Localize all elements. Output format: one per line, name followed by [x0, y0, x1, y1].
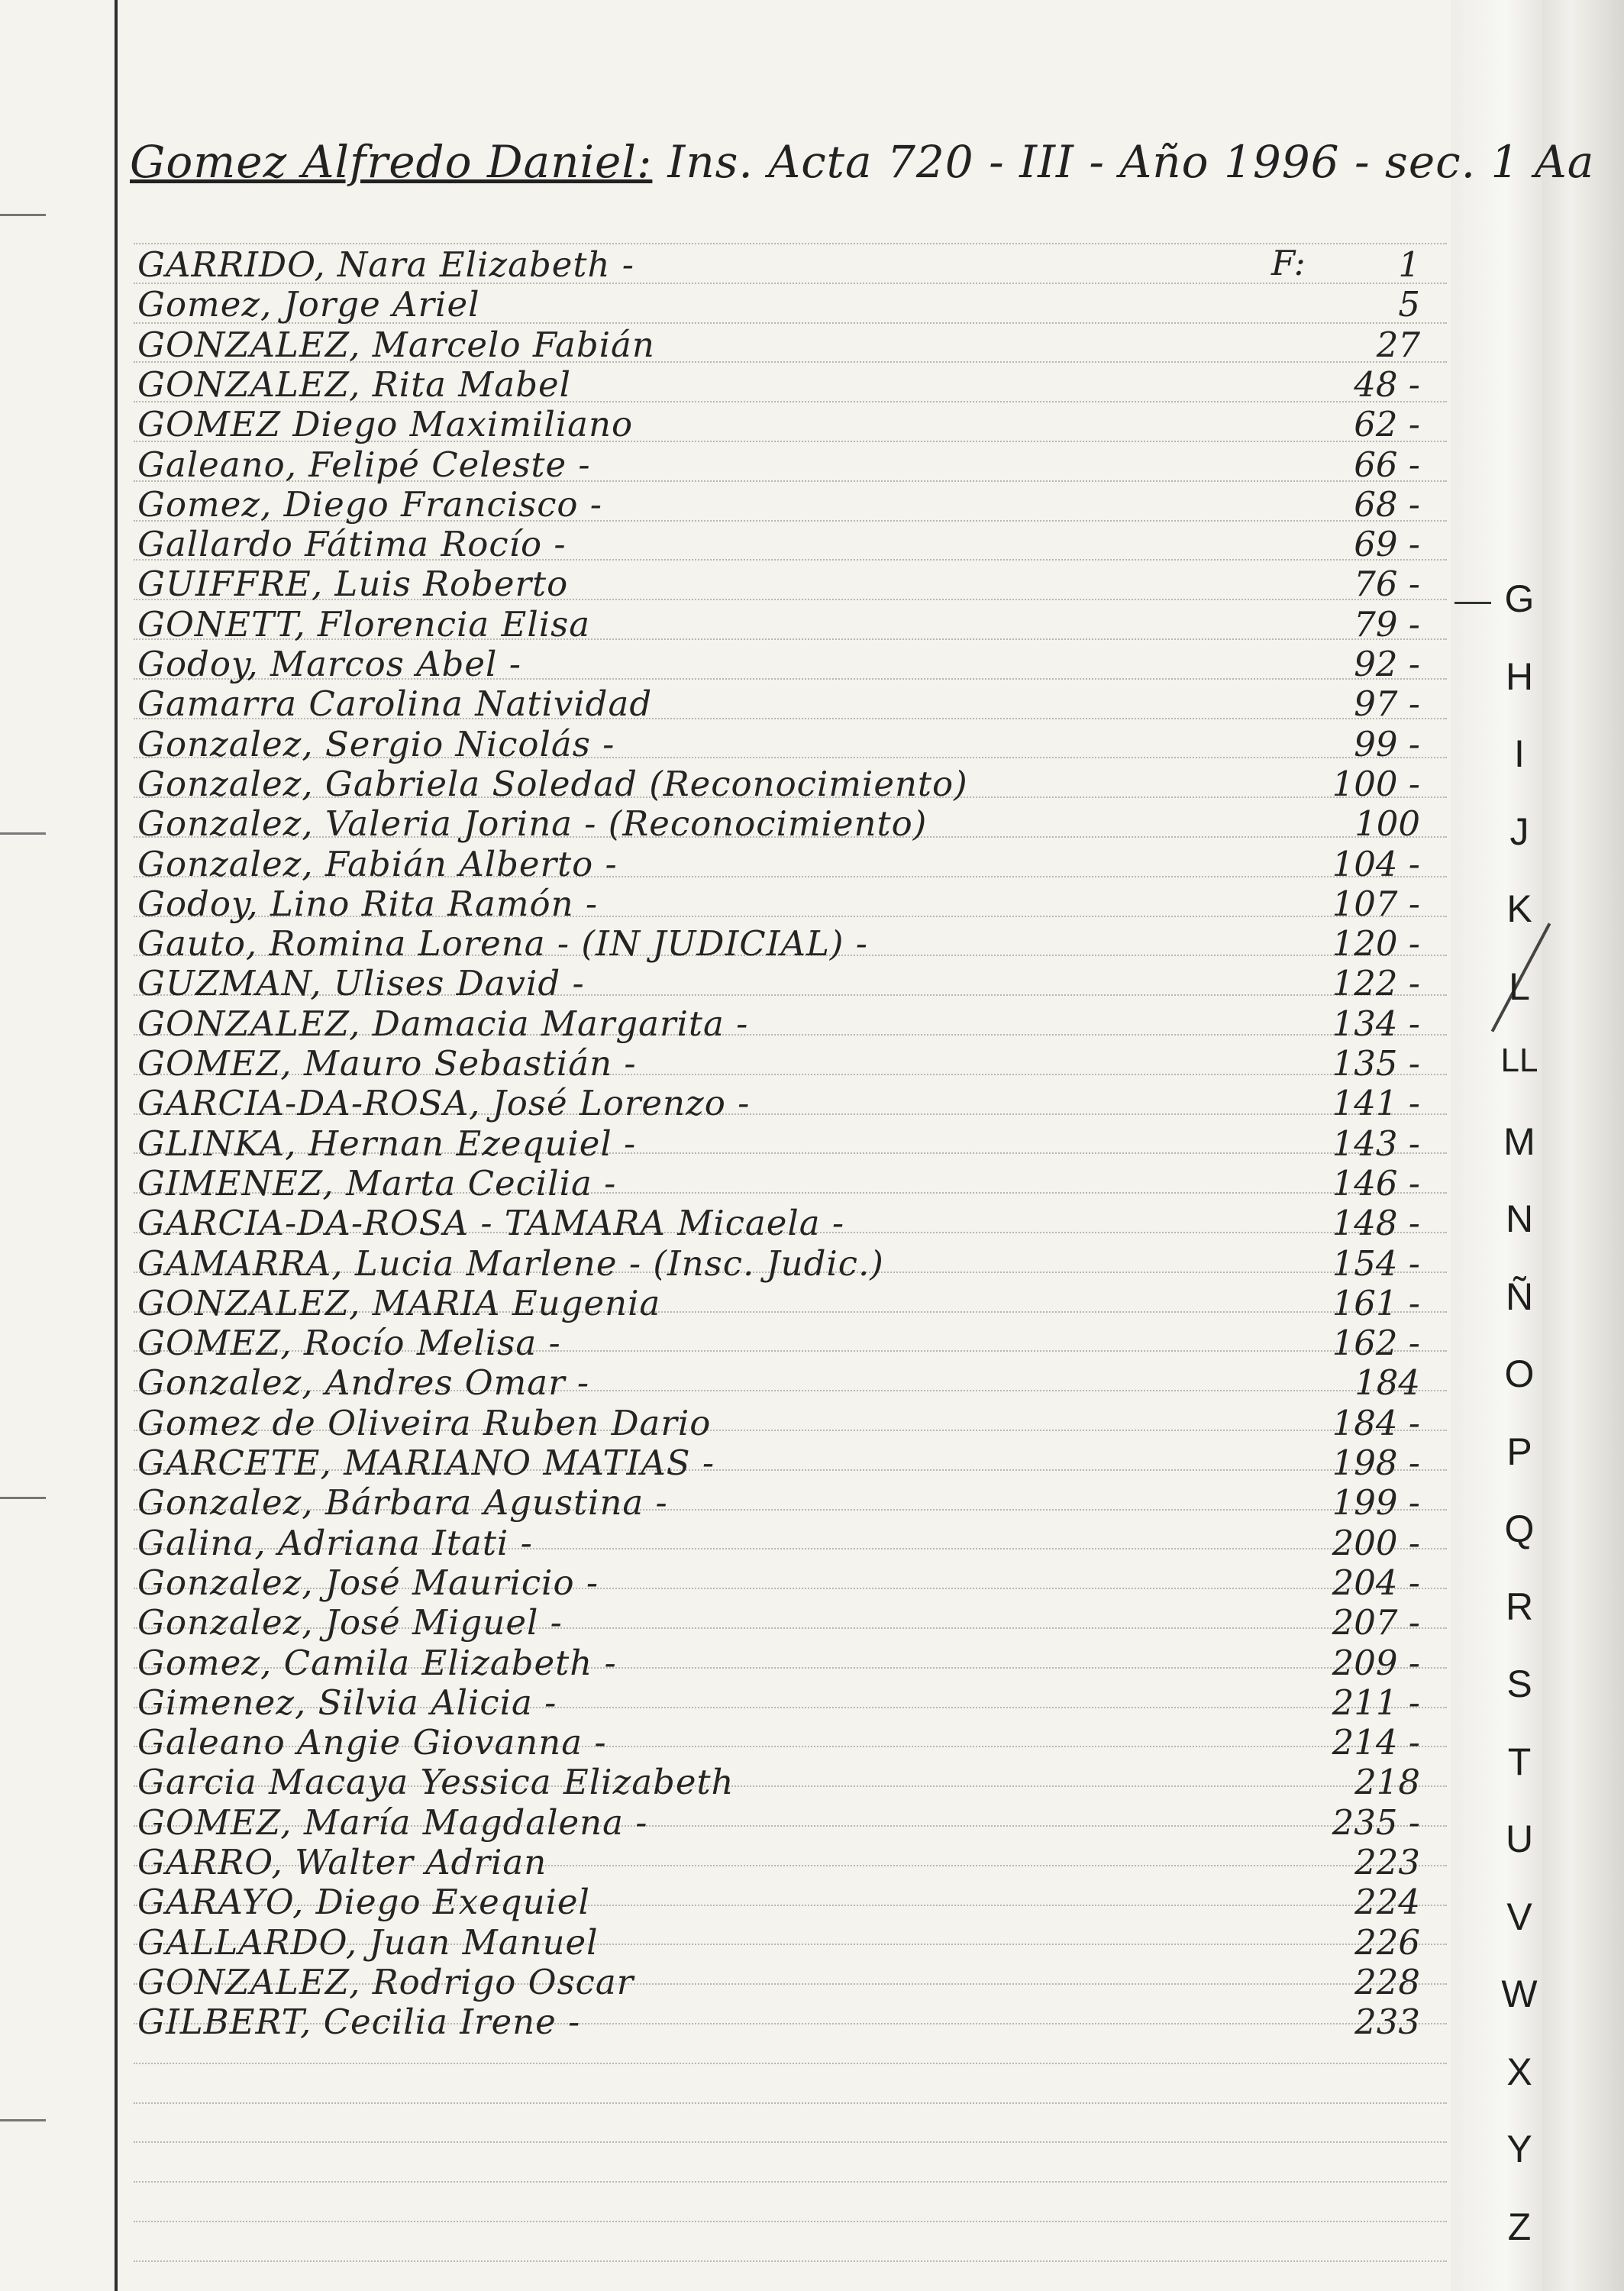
entry-name: Galeano, Felipé Celeste - [137, 444, 591, 485]
entry-name: Gimenez, Silvia Alicia - [137, 1682, 557, 1723]
entry-folio: 209 - [1332, 1642, 1420, 1683]
list-item [137, 1003, 1420, 1045]
list-item [137, 1083, 1420, 1125]
entry-folio: 135 - [1332, 1043, 1420, 1084]
entry-name: GAMARRA, Lucia Marlene - (Insc. Judic.) [137, 1242, 884, 1284]
entry-folio: 235 - [1332, 1801, 1420, 1843]
entry-name: Gonzalez, Andres Omar - [137, 1362, 590, 1404]
list-item [137, 1961, 1420, 2004]
list-item [137, 1443, 1420, 1485]
index-tab-u[interactable]: U [1505, 1818, 1534, 1860]
entry-name: Godoy, Lino Rita Ramón - [137, 883, 599, 924]
entry-name: Gauto, Romina Lorena - (IN JUDICIAL) - [137, 923, 868, 965]
list-item [137, 284, 1420, 326]
list-item [137, 1482, 1420, 1524]
list-item [137, 483, 1420, 526]
binding-thread [0, 214, 46, 216]
entry-name: GIMENEZ, Marta Cecilia - [137, 1162, 617, 1204]
list-item [137, 723, 1420, 766]
ruled-line [134, 2102, 1447, 2104]
index-tab-h[interactable]: H [1505, 654, 1534, 698]
list-item [137, 1323, 1420, 1365]
entry-folio: 204 - [1332, 1562, 1420, 1603]
entry-folio: 104 - [1332, 843, 1420, 884]
entry-name: GARAYO, Diego Exequiel [137, 1882, 590, 1923]
title-name: Gomez Alfredo Daniel: [130, 136, 653, 188]
entry-name: Gonzalez, José Miguel - [137, 1602, 563, 1643]
entry-name: Galina, Adriana Itati - [137, 1522, 533, 1563]
entry-name: Gonzalez, José Mauricio - [137, 1562, 599, 1603]
list-item [137, 1362, 1420, 1404]
entry-name: Garcia Macaya Yessica Elizabeth [137, 1762, 735, 1803]
entry-name: Gomez, Jorge Ariel [137, 284, 480, 325]
list-item [137, 644, 1420, 686]
index-tab-ñ[interactable]: Ñ [1505, 1275, 1534, 1318]
entry-name: GALLARDO, Juan Manuel [137, 1921, 599, 1963]
entry-name: Gonzalez, Gabriela Soledad (Reconocimiento) [137, 763, 968, 804]
ruled-line [134, 2221, 1447, 2222]
entry-folio: 134 - [1332, 1003, 1420, 1044]
entry-name: GONZALEZ, Rodrigo Oscar [137, 1961, 634, 2002]
entry-folio: 207 - [1332, 1602, 1420, 1643]
entry-folio: 68 - [1354, 483, 1420, 525]
index-tab-i[interactable]: I [1514, 732, 1525, 775]
entry-name: GUZMAN, Ulises David - [137, 963, 585, 1004]
entry-name: GLINKA, Hernan Ezequiel - [137, 1123, 637, 1164]
entry-name: Gonzalez, Sergio Nicolás - [137, 723, 615, 764]
index-tab-t[interactable]: T [1507, 1740, 1532, 1783]
entry-folio: 66 - [1354, 444, 1420, 485]
ruled-line [134, 2063, 1447, 2064]
entry-folio: 198 - [1332, 1443, 1420, 1483]
index-tab-z[interactable]: Z [1507, 2205, 1532, 2248]
ruled-line [134, 2260, 1447, 2262]
list-item [137, 1921, 1420, 1964]
list-item [137, 404, 1420, 446]
entry-folio: 76 - [1354, 564, 1420, 605]
entry-folio: 100 [1354, 803, 1420, 845]
list-item [137, 1562, 1420, 1604]
entry-name: GONZALEZ, Rita Mabel [137, 364, 572, 405]
list-item [137, 1162, 1420, 1205]
index-tab-ll[interactable]: LL [1500, 1042, 1538, 1079]
entry-folio: 162 - [1332, 1323, 1420, 1364]
list-item [137, 1842, 1420, 1884]
entry-folio: 79 - [1354, 603, 1420, 645]
entry-folio: 233 [1354, 2002, 1420, 2043]
ruled-line [134, 2141, 1447, 2143]
list-item [137, 244, 1420, 286]
entry-name: Godoy, Marcos Abel - [137, 644, 521, 684]
entry-folio: 48 - [1354, 364, 1420, 405]
entry-folio: 148 - [1332, 1203, 1420, 1244]
entry-folio: 69 - [1354, 524, 1420, 565]
entry-folio: 218 [1354, 1762, 1420, 1803]
entry-name: GARRO, Walter Adrian [137, 1842, 547, 1882]
list-item [137, 364, 1420, 406]
entry-folio: 184 [1354, 1362, 1420, 1404]
entry-name: Gallardo Fátima Rocío - [137, 524, 567, 565]
entry-name: GOMEZ, Rocío Melisa - [137, 1323, 561, 1364]
entry-folio: 141 - [1332, 1083, 1420, 1124]
entry-folio: 107 - [1332, 883, 1420, 924]
entry-name: GILBERT, Cecilia Irene - [137, 2002, 581, 2043]
entry-name: Gomez, Camila Elizabeth - [137, 1642, 617, 1683]
entry-name: GOMEZ Diego Maximiliano [137, 404, 634, 445]
entry-name: Gonzalez, Fabián Alberto - [137, 843, 618, 884]
index-tab-j[interactable]: J [1509, 809, 1529, 853]
index-tab-w[interactable]: W [1501, 1973, 1538, 2015]
entry-name: Gomez de Oliveira Ruben Dario [137, 1402, 712, 1443]
entry-folio: 100 - [1332, 763, 1420, 804]
page-title [130, 136, 1594, 188]
list-item [137, 524, 1420, 566]
binding-thread [0, 2119, 46, 2121]
entry-folio: 62 - [1354, 404, 1420, 445]
entry-name: Gomez, Diego Francisco - [137, 483, 602, 525]
list-item [137, 683, 1420, 725]
list-item [137, 763, 1420, 806]
entry-folio: 27 [1376, 324, 1420, 365]
list-item [137, 1282, 1420, 1325]
list-item [137, 2002, 1420, 2044]
list-item [137, 1882, 1420, 1924]
index-tab-s[interactable]: S [1506, 1663, 1532, 1705]
index-tab-y[interactable]: Y [1506, 2128, 1532, 2170]
entry-folio: 224 [1354, 1882, 1420, 1923]
list-item [137, 564, 1420, 606]
list-item [137, 803, 1420, 845]
list-item [137, 1522, 1420, 1565]
list-item [137, 963, 1420, 1005]
entry-name: GOMEZ, Mauro Sebastián - [137, 1043, 637, 1084]
index-tab-r[interactable]: R [1505, 1585, 1534, 1628]
list-item [137, 603, 1420, 646]
index-tab-k[interactable]: K [1506, 887, 1532, 930]
list-item [137, 1602, 1420, 1644]
list-item [137, 324, 1420, 367]
index-tab-g[interactable]: G [1504, 577, 1535, 620]
list-item [137, 1682, 1420, 1724]
entry-name: GARCIA-DA-ROSA - TAMARA Micaela - [137, 1203, 845, 1244]
entry-name: GARCIA-DA-ROSA, José Lorenzo - [137, 1083, 751, 1124]
index-tab-o[interactable]: O [1504, 1352, 1535, 1395]
index-tab-q[interactable]: Q [1504, 1507, 1535, 1550]
index-tab-n[interactable]: N [1505, 1197, 1534, 1240]
entry-name: Gonzalez, Valeria Jorina - (Reconocimiento) [137, 803, 928, 845]
folio-column-label: F: [1271, 243, 1306, 283]
entry-folio: 200 - [1332, 1522, 1420, 1563]
entry-folio: 97 - [1354, 683, 1420, 725]
index-tab-v[interactable]: V [1506, 1895, 1532, 1938]
entry-name: GONZALEZ, MARIA Eugenia [137, 1282, 661, 1323]
entry-folio: 92 - [1354, 644, 1420, 684]
tab-pointer-mark [1454, 602, 1491, 604]
entry-folio: 226 [1354, 1921, 1420, 1963]
ruled-line [134, 2181, 1447, 2183]
entry-folio: 99 - [1354, 723, 1420, 764]
entry-name: GONZALEZ, Damacia Margarita - [137, 1003, 749, 1044]
entry-folio: 146 - [1332, 1162, 1420, 1204]
list-item [137, 1123, 1420, 1165]
entry-folio: 120 - [1332, 923, 1420, 965]
list-item [137, 1642, 1420, 1685]
index-tab-m[interactable]: M [1503, 1120, 1535, 1163]
list-item [137, 923, 1420, 965]
index-tab-l[interactable]: L [1509, 965, 1530, 1008]
entry-name: GUIFFRE, Luis Roberto [137, 564, 569, 605]
entry-folio: 211 - [1332, 1682, 1420, 1723]
entry-name: Galeano Angie Giovanna - [137, 1722, 607, 1763]
list-item [137, 444, 1420, 486]
entry-folio: 143 - [1332, 1123, 1420, 1164]
entry-folio: 5 [1398, 284, 1420, 325]
entry-folio: 161 - [1332, 1282, 1420, 1323]
list-item [137, 1242, 1420, 1285]
entry-folio: 228 [1354, 1961, 1420, 2002]
entry-name: GONETT, Florencia Elisa [137, 603, 591, 645]
entry-name: GOMEZ, María Magdalena - [137, 1801, 648, 1843]
index-tab-x[interactable]: X [1506, 2050, 1532, 2093]
entry-name: Gonzalez, Bárbara Agustina - [137, 1482, 668, 1524]
list-item [137, 883, 1420, 926]
entry-name: Gamarra Carolina Natividad [137, 683, 653, 725]
list-item [137, 1801, 1420, 1844]
list-item [137, 1722, 1420, 1764]
list-item [137, 1203, 1420, 1245]
entry-folio: 214 - [1332, 1722, 1420, 1763]
entry-folio: 122 - [1332, 963, 1420, 1004]
index-tab-p[interactable]: P [1506, 1430, 1532, 1473]
binding-thread [0, 832, 46, 835]
entry-folio: 1 [1398, 244, 1420, 285]
entry-folio: 223 [1354, 1842, 1420, 1882]
entry-folio: 184 - [1332, 1402, 1420, 1443]
margin-line [115, 0, 118, 2291]
entry-folio: 199 - [1332, 1482, 1420, 1524]
entry-name: GONZALEZ, Marcelo Fabián [137, 324, 655, 365]
entry-name: GARCETE, MARIANO MATIAS - [137, 1443, 715, 1483]
binding-thread [0, 1497, 46, 1499]
list-item [137, 1043, 1420, 1085]
list-item [137, 1762, 1420, 1804]
list-item [137, 1402, 1420, 1445]
entry-name: GARRIDO, Nara Elizabeth - [137, 244, 634, 285]
entry-folio: 154 - [1332, 1242, 1420, 1284]
title-reference: Ins. Acta 720 - III - Año 1996 - sec. 1 Aa [667, 136, 1595, 188]
list-item [137, 843, 1420, 886]
